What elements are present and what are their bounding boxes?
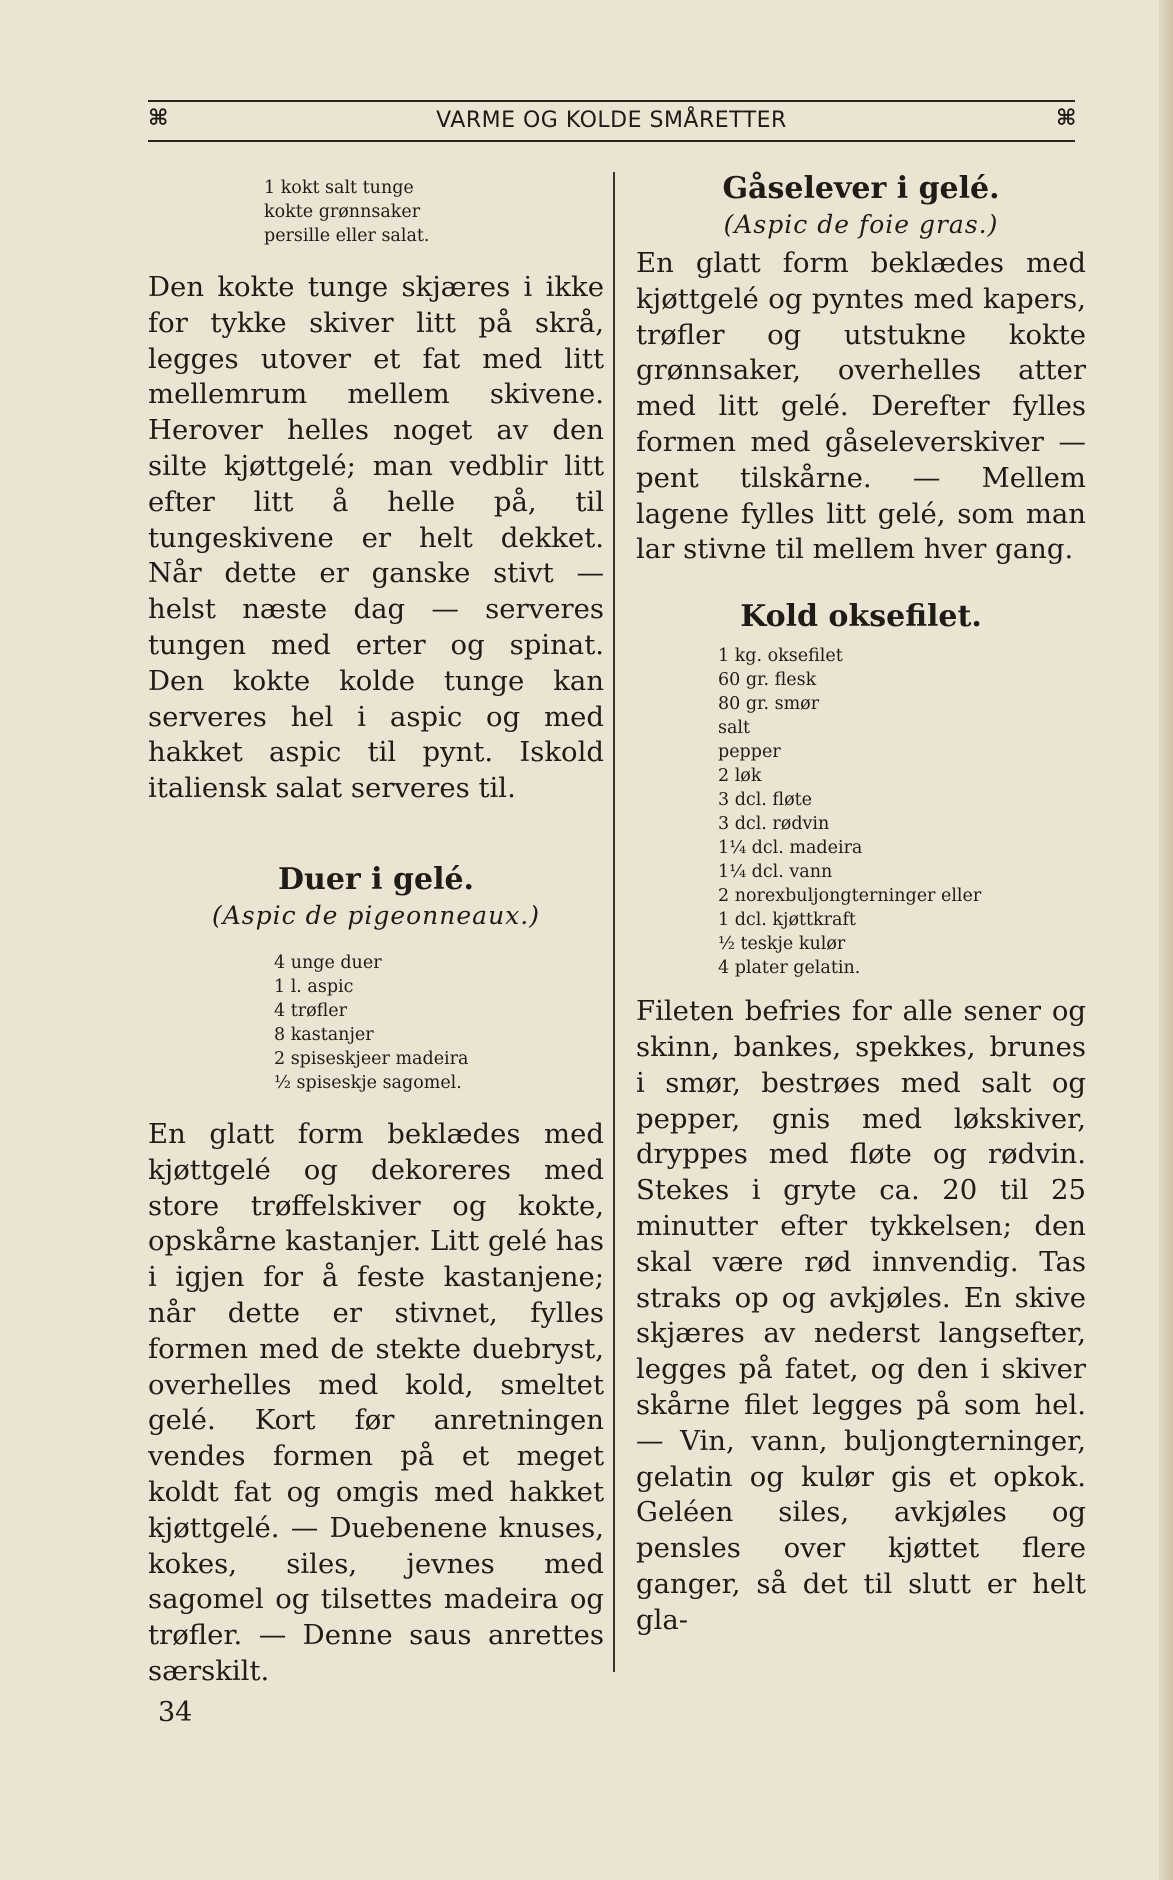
ingredient-item: 2 spiseskjeer madeira — [274, 1048, 469, 1069]
header-ornament-left: ⌘ — [148, 106, 169, 131]
recipe-title-duer: Duer i gelé. — [278, 861, 474, 897]
ingredient-item: 1¼ dcl. vann — [718, 862, 833, 883]
duer-ingredient-list — [274, 951, 604, 1095]
oksefilet-instructions: Fileten befries for alle sener og skinn, bankes, spekkes, brunes i smør, bestrøes med salt og pepper, gnis med løkskiver, dryppes med fløte og rødvin. Stekes i gryte ca. 20 til 25 minutter efter tykkelsen; den skal være rød innvendig. Tas straks op og avkjøles. En skive skjæres av nederst langsefter, legges på fatet, og den i skiver skårne filet legges på som hel. — Vin, vann, buljongterninger, gelatin og kulør gis et opkok. Geléen siles, avkjøles og pensles over kjøttet flere ganger, så det til slutt er helt gla- — [636, 995, 1086, 1636]
ingredient-item: 3 dcl. rødvin — [718, 814, 830, 835]
ingredient-item: 1 dcl. kjøttkraft — [718, 910, 856, 931]
ingredient-item: 1 kg. oksefilet — [718, 646, 843, 667]
ingredient-item: 80 gr. smør — [718, 694, 820, 715]
header-ornament-right: ⌘ — [1056, 106, 1077, 131]
page-edge — [1159, 0, 1173, 1880]
ingredient-item: pepper — [718, 742, 781, 763]
ingredient-item: 4 trøfler — [274, 1000, 348, 1021]
ingredient-item: 8 kastanjer — [274, 1024, 374, 1045]
ingredient-item: 4 unge duer — [274, 952, 382, 973]
tongue-instructions: Den kokte tunge skjæres i ikke for tykke skiver litt på skrå, legges utover et fat med litt mellemrum mellem skivene. Herover helles noget av den silte kjøttgelé; man vedblir litt efter litt å helle på, til tungeskivene er helt dekket. Når dette er ganske stivt — helst næste dag — serveres tungen med erter og spinat. Den kokte kolde tunge kan serveres hel i aspic og med hakket aspic til pynt. Iskold italiensk salat serveres til. — [148, 271, 604, 805]
oksefilet-ingredient-list — [718, 644, 1086, 980]
left-column — [148, 170, 604, 1690]
ingredient-item: 2 løk — [718, 766, 762, 787]
ingredient-item: 3 dcl. fløte — [718, 790, 813, 811]
gaselever-instructions: En glatt form beklædes med kjøttgelé og pyntes med kapers, trøfler og utstukne kokte grønnsaker, overhelles atter med litt gelé. Derefter fylles formen med gåseleverskiver — pent tilskårne. — Mellem lagene fylles litt gelé, som man lar stivne til mellem hver gang. — [636, 247, 1086, 566]
recipe-subtitle-duer: (Aspic de pigeonneaux.) — [212, 900, 540, 930]
column-divider — [613, 172, 615, 1672]
ingredient-item: 1 kokt salt tunge — [264, 178, 414, 198]
tongue-ingredient-list — [264, 176, 604, 248]
ingredient-item: 60 gr. flesk — [718, 670, 817, 691]
ingredient-item: 1 l. aspic — [274, 976, 354, 997]
recipe-title-gaselever: Gåselever i gelé. — [722, 171, 1000, 206]
header-rule-top — [148, 100, 1075, 102]
header-rule-bottom — [148, 140, 1075, 142]
ingredient-item: ½ spiseskje sagomel. — [274, 1072, 462, 1093]
right-column — [636, 170, 1086, 1639]
ingredient-item: persille eller salat. — [264, 226, 430, 246]
ingredient-item: kokte grønnsaker — [264, 202, 421, 222]
running-header: VARME OG KOLDE SMÅRETTER — [436, 108, 787, 133]
ingredient-item: salt — [718, 718, 751, 739]
recipe-title-oksefilet: Kold oksefilet. — [740, 599, 982, 635]
ingredient-item: 1¼ dcl. madeira — [718, 838, 863, 859]
recipe-subtitle-gaselever: (Aspic de foie gras.) — [723, 210, 999, 239]
page-number: 34 — [158, 1697, 193, 1728]
duer-instructions: En glatt form beklædes med kjøttgelé og dekoreres med store trøffelskiver og kokte, opskårne kastanjer. Litt gelé has i igjen for å feste kastanjene; når dette er stivnet, fylles formen med de stekte duebryst, overhelles med kold, smeltet gelé. Kort før anretningen vendes formen på et meget koldt fat og omgis med hakket kjøttgelé. — Duebenene knuses, kokes, siles, jevnes med sagomel og tilsettes madeira og trøfler. — Denne saus anrettes særskilt. — [148, 1117, 604, 1687]
ingredient-item: ½ teskje kulør — [718, 934, 846, 955]
ingredient-item: 4 plater gelatin. — [718, 958, 861, 979]
ingredient-item: 2 norexbuljongterninger eller — [718, 886, 982, 907]
